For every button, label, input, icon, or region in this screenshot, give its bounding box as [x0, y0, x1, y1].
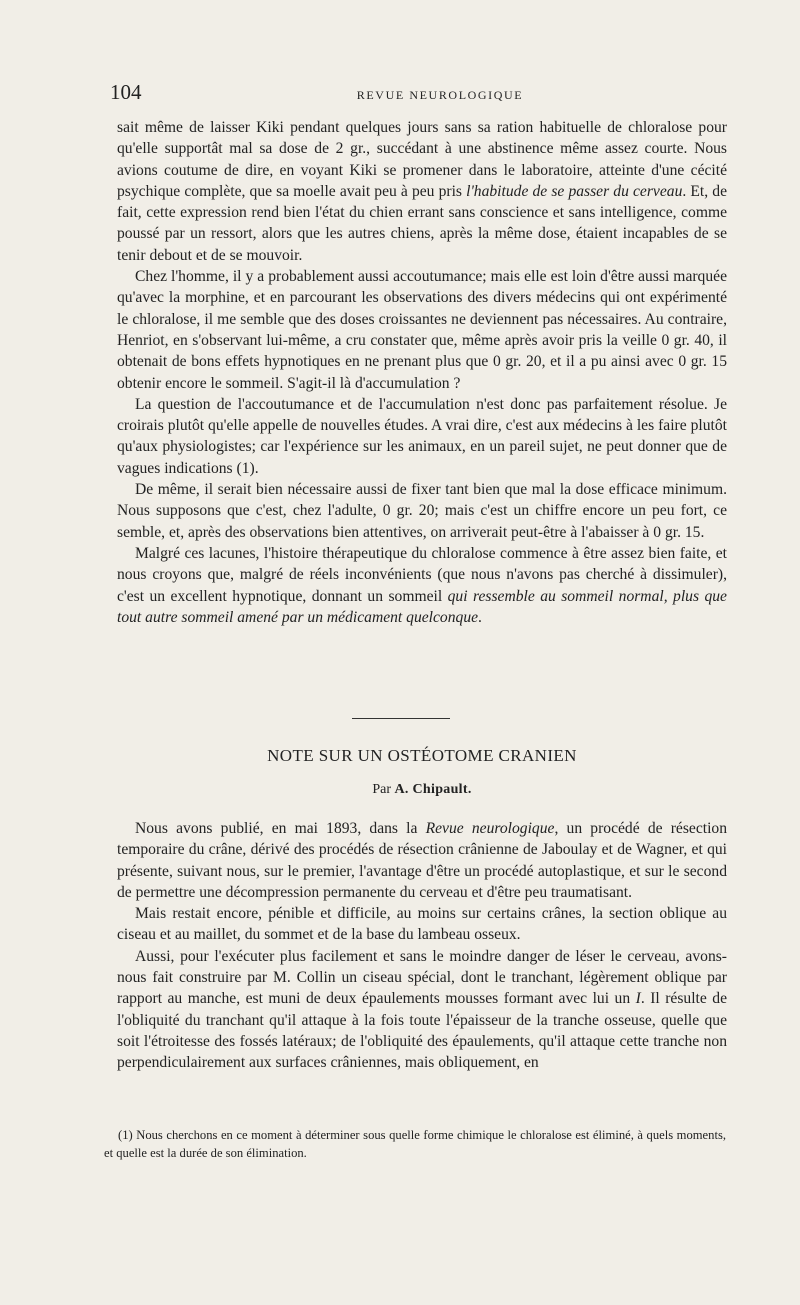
page-number: 104 — [110, 80, 142, 104]
text-run: sait même de laisser Kiki pendant quelques jours sans sa ration habituelle de chloralose pour qu'elle supportât mal sa dose de 2 gr., succédant à une abstinence même assez courte. Nous avions coutume de dire, en voyant Kiki se promener dans le laboratoire, atteinte d'une cécité psychique complète, que sa moelle avait peu à peu pris — [117, 119, 727, 200]
text-run: . Et, de fait, cette expression rend bien l'état du chien errant sans conscience et sans intelligence, comme poussé par un ressort, alors que les autres chiens, après la même dose, étaient incapables de se tenir debout et de se mouvoir. — [117, 182, 727, 264]
text-run: . — [478, 608, 482, 626]
text-run: . Il résulte de l'obliquité du tranchant qu'il attaque à la fois toute l'épaisseur de la tranche osseuse, quelle que soit l'étroitesse des fossés latéraux; de l'obliquité des épaulements, qu'il attaque cette tranche non perpendiculairement aux surfaces crâniennes, mais obliquement, en — [117, 990, 727, 1072]
text-run: , un procédé de résection temporaire du crâne, dérivé des procédés de résection crânienne de Jaboulay et de Wagner, et qui présente, suivant nous, sur le premier, l'avantage d'être un procédé autoplastique, et sur le second de permettre une décompression permanente du cerveau et d'être peu traumatisant. — [117, 820, 727, 901]
article-title: NOTE SUR UN OSTÉOTOME CRANIEN — [267, 746, 577, 765]
author-line — [117, 782, 727, 798]
italic-phrase: l'habitude de se passer du cerveau — [466, 182, 683, 200]
paragraph — [117, 543, 727, 628]
body-text — [117, 117, 727, 628]
italic-phrase: I — [635, 990, 641, 1008]
italic-phrase: Revue neurologique — [425, 820, 555, 837]
paragraph — [117, 818, 727, 903]
page-header — [110, 80, 730, 104]
text-run: Aussi, pour l'exécuter plus facilement et sans le moindre danger de léser le cerveau, avons-nous fait construire par M. Collin un ciseau spécial, dont le tranchant, légèrement oblique par rapport au manche, est muni de deux épaulements mousses formant avec lui un — [117, 947, 727, 1008]
article-body — [117, 818, 727, 1074]
section-separator — [352, 718, 450, 719]
running-head: REVUE NEUROLOGIQUE — [356, 88, 524, 102]
footnote-text: (1) Nous cherchons en ce moment à déterminer sous quelle forme chimique le chloralose est éliminé, à quels moments, et quelle est la durée de son élimination. — [104, 1128, 726, 1160]
paragraph: La question de l'accoutumance et de l'accumulation n'est donc pas parfaitement résolue. Je croirais plutôt qu'elle appelle de nouvelles études. A vrai dire, c'est aux médecins à les faire plutôt qu'aux physiologistes; car l'expérience sur les animaux, en un pareil sujet, ne peut donner que de vagues indications (1). — [117, 395, 727, 477]
paragraph: Chez l'homme, il y a probablement aussi accoutumance; mais elle est loin d'être aussi marquée qu'avec la morphine, et en parcourant les observations des divers médecins qui ont expérimenté le chloralose, il me semble que des doses croissantes ne deviennent pas nécessaires. Au contraire, Henriot, en s'observant lui-même, a cru constater que, même après avoir pris la veille 0 gr. 40, il obtenait de bons effets hypnotiques en ne prenant plus que 0 gr. 20, et il a pu ainsi avec 0 gr. 15 obtenir encore le sommeil. S'agit-il là d'accumulation ? — [117, 268, 727, 392]
text-run: Nous avons publié, en mai 1893, dans la — [135, 820, 426, 837]
footnote — [104, 1126, 726, 1162]
paragraph — [117, 946, 727, 1074]
italic-phrase: qui ressemble au sommeil normal, plus que tout autre sommeil amené par un médicament quelconque — [117, 587, 727, 626]
paragraph: De même, il serait bien nécessaire aussi de fixer tant bien que mal la dose efficace minimum. Nous supposons que c'est, chez l'adulte, 0 gr. 20; mais c'est un chiffre encore un peu fort, ce semble, et, après des observations bien attentives, on arriverait peut-être à l'abaisser à 0 gr. 15. — [117, 481, 727, 541]
by-label: Par — [372, 782, 392, 797]
author-name: A. Chipault. — [394, 782, 472, 797]
paragraph — [117, 117, 727, 266]
text-run: Malgré ces lacunes, l'histoire thérapeutique du chloralose commence à être assez bien faite, et nous croyons que, malgré de réels inconvénients (que nous n'avons pas cherché à dissimuler), c'est un excellent hypnotique, donnant un sommeil — [117, 544, 727, 605]
paragraph: Mais restait encore, pénible et difficile, au moins sur certains crânes, la section oblique au ciseau et au maillet, du sommet et de la base du lambeau osseux. — [117, 905, 727, 944]
